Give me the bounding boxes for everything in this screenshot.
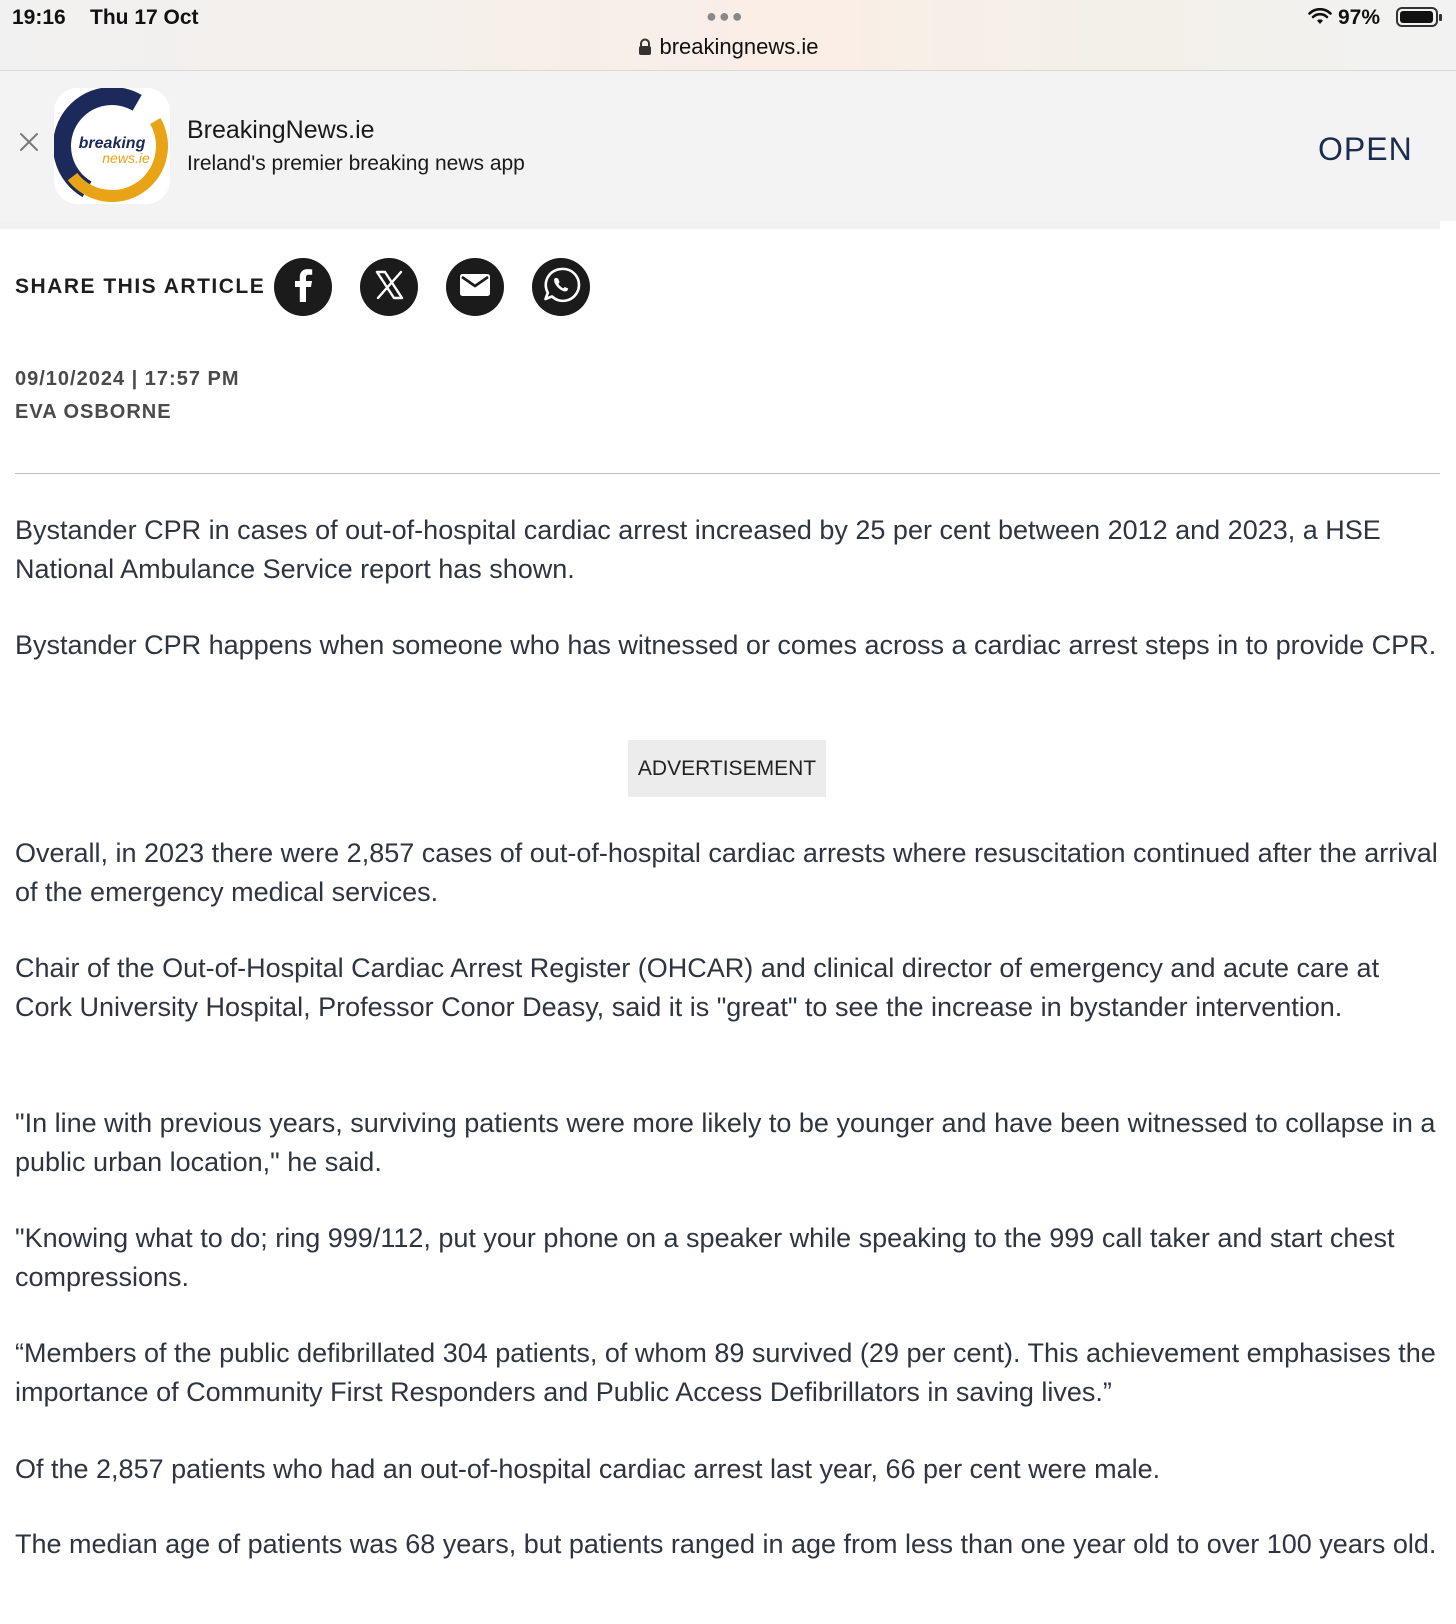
advertisement-label: ADVERTISEMENT [628, 740, 826, 797]
x-icon [360, 256, 418, 319]
article-paragraph: “Members of the public defibrillated 304 patients, of whom 89 survived (29 per cent). This achievement emphasises the importance of Community First Responders and Public Access Defibrillators in saving lives.” [15, 1338, 1436, 1407]
app-logo [54, 88, 170, 204]
close-icon[interactable] [18, 131, 40, 153]
battery-icon [1396, 7, 1438, 27]
article-paragraph: Chair of the Out-of-Hospital Cardiac Arrest Register (OHCAR) and clinical director of emergency and acute care at Cork University Hospital, Professor Conor Deasy, said it is "great" to see the increase in bystander intervention. [15, 953, 1380, 1022]
article-date: 09/10/2024 | 17:57 PM [15, 368, 240, 390]
url-text: breakingnews.ie [659, 34, 819, 59]
share-label: SHARE THIS ARTICLE [15, 275, 266, 298]
whatsapp-icon [532, 256, 590, 319]
facebook-icon [274, 256, 332, 319]
lock-icon [638, 36, 652, 62]
article-paragraph: Bystander CPR happens when someone who has witnessed or comes across a cardiac arrest steps in to provide CPR. [15, 630, 1437, 660]
open-app-button[interactable]: OPEN [1318, 131, 1413, 167]
article-paragraph: Overall, in 2023 there were 2,857 cases of out-of-hospital cardiac arrests where resuscitation continued after the arrival of the emergency medical services. [15, 838, 1438, 907]
article-author[interactable]: EVA OSBORNE [15, 401, 172, 423]
svg-text:news.ie: news.ie [102, 150, 150, 166]
article-paragraph: Bystander CPR in cases of out-of-hospital cardiac arrest increased by 25 per cent between 2012 and 2023, a HSE National Ambulance Service report has shown. [15, 515, 1381, 584]
article-paragraph: "Knowing what to do; ring 999/112, put your phone on a speaker while speaking to the 999 call taker and start chest compressions. [15, 1223, 1395, 1292]
app-name: BreakingNews.ie [187, 116, 375, 144]
app-description: Ireland's premier breaking news app [187, 152, 525, 175]
status-bar [0, 0, 1456, 71]
wifi-icon [1308, 8, 1332, 31]
article-paragraph: The median age of patients was 68 years, but patients ranged in age from less than one year old to over 100 years old. [15, 1529, 1437, 1559]
smart-app-banner [0, 71, 1456, 221]
status-time: 19:16 [12, 6, 66, 29]
divider [15, 473, 1440, 474]
article-paragraph: "In line with previous years, surviving patients were more likely to be younger and have been witnessed to collapse in a public urban location," he said. [15, 1108, 1436, 1177]
email-share-button[interactable] [446, 258, 504, 316]
whatsapp-share-button[interactable] [532, 258, 590, 316]
article-paragraph: Of the 2,857 patients who had an out-of-hospital cardiac arrest last year, 66 per cent were male. [15, 1454, 1161, 1484]
email-icon [446, 256, 504, 319]
x-share-button[interactable] [360, 258, 418, 316]
svg-text:breaking: breaking [78, 135, 146, 152]
banner-divider [0, 221, 1440, 229]
battery-percent: 97% [1338, 6, 1381, 29]
facebook-share-button[interactable] [274, 258, 332, 316]
status-date: Thu 17 Oct [90, 6, 199, 29]
more-dots-icon[interactable]: ●●● [706, 6, 745, 26]
url-bar[interactable] [0, 34, 1456, 62]
